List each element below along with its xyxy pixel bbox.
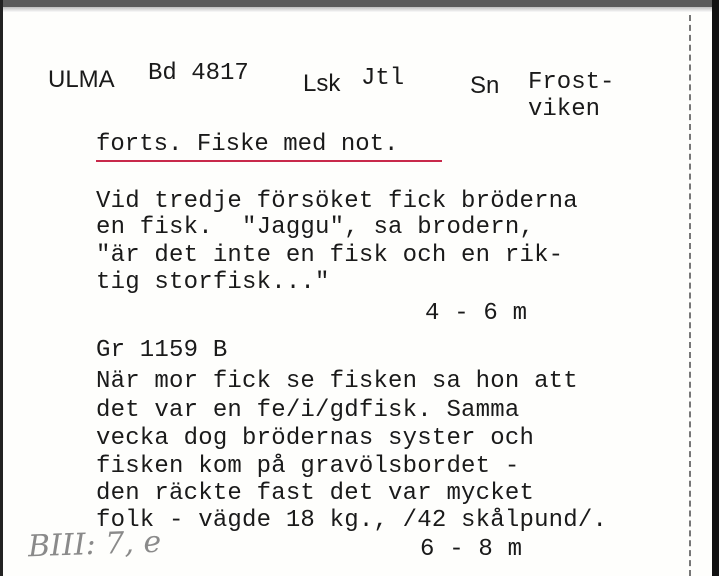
text-line: "är det inte en fisk och en rik- [96, 242, 564, 269]
archive-name: ULMA [48, 66, 115, 93]
text-line: en fisk. "Jaggu", sa brodern, [96, 214, 535, 241]
perforation-line [689, 15, 691, 576]
card-top-edge [0, 0, 719, 7]
reference-number: Gr 1159 B [96, 337, 228, 364]
landskap-label: Lsk [303, 70, 341, 97]
card-top-shadow [0, 7, 719, 12]
text-line: den räckte fast det var mycket [96, 480, 535, 507]
subtitle-underline [96, 160, 442, 162]
text-line: fisken kom på gravölsbordet - [96, 453, 520, 480]
measure-1: 4 - 6 m [425, 300, 528, 327]
text-line: Vid tredje försöket fick bröderna [96, 188, 578, 215]
text-line: folk - vägde 18 kg., /42 skålpund/. [96, 507, 608, 534]
handwritten-annotation: BIII: 7, e [27, 524, 162, 565]
socken-label: Sn [470, 72, 500, 99]
landskap-code: Jtl [361, 65, 405, 92]
card-left-edge [0, 0, 3, 576]
text-line: tig storfisk..." [96, 269, 330, 296]
record-number: Bd 4817 [148, 60, 249, 87]
card-subtitle: forts. Fiske med not. [96, 131, 399, 158]
measure-2: 6 - 8 m [420, 536, 523, 563]
socken-line-1: Frost- [528, 69, 615, 96]
text-line: När mor fick se fisken sa hon att [96, 368, 578, 395]
text-line: vecka dog brödernas syster och [96, 425, 535, 452]
card-right-edge [712, 0, 719, 576]
socken-line-2: viken [528, 96, 601, 123]
text-line: det var en fe/i/gdfisk. Samma [96, 397, 520, 424]
